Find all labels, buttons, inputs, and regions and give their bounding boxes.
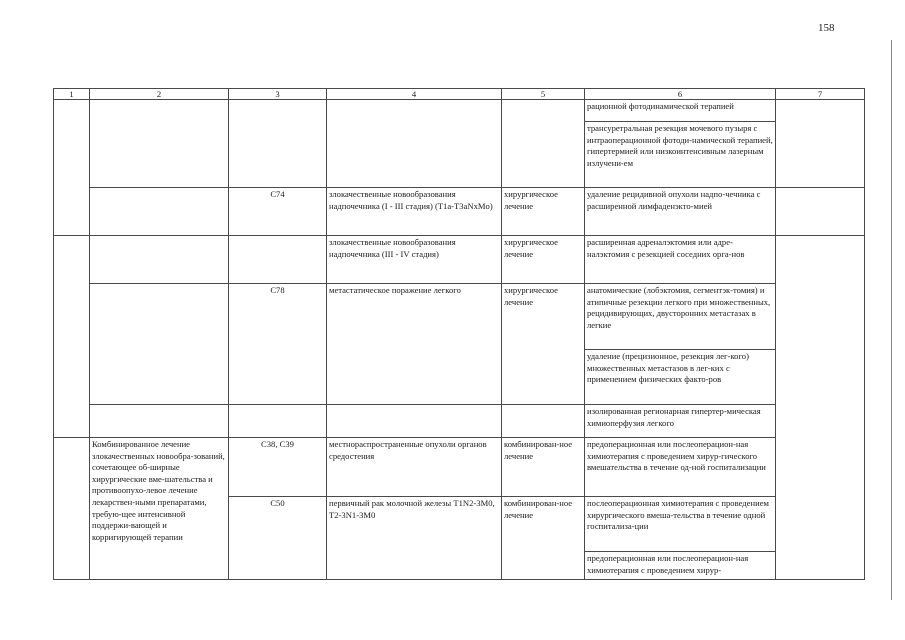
- cell-method: предоперационная или послеоперацион-ная химиотерапия с проведением хирур-гического вмешательства в течение од-ной госпитализации: [585, 438, 776, 497]
- cell-col2: [90, 188, 229, 236]
- scan-edge-line: [891, 40, 892, 600]
- cell-treatment: комбинирован-ное лечение: [502, 438, 585, 497]
- header-cell: 7: [776, 89, 865, 100]
- header-cell: 5: [502, 89, 585, 100]
- cell-diagnosis: местнораспространенные опухоли органов средостения: [327, 438, 502, 497]
- cell-method: изолированная регионарная гипертер-мическая химиоперфузия легкого: [585, 405, 776, 438]
- cell-diagnosis: первичный рак молочной железы T1N2-3M0, T2-3N1-3M0: [327, 497, 502, 580]
- cell-col7: [776, 188, 865, 236]
- cell-col1: [54, 100, 90, 236]
- cell-col2: [90, 284, 229, 405]
- cell-treatment: комбинирован-ное лечение: [502, 497, 585, 580]
- cell-treatment: [502, 405, 585, 438]
- cell-method: послеоперационная химиотерапия с проведением хирургического вмеша-тельства в течение одной госпитализа-ции: [585, 497, 776, 552]
- cell-diagnosis: [327, 405, 502, 438]
- table-row: [54, 100, 865, 122]
- cell-code: [229, 100, 327, 188]
- cell-col7: [776, 236, 865, 580]
- cell-col1: [54, 236, 90, 438]
- table-row: [54, 188, 865, 236]
- cell-method: расширенная адреналэктомия или адре-налэктомия с резекцией соседних орга-нов: [585, 236, 776, 284]
- cell-treatment: хирургическое лечение: [502, 236, 585, 284]
- header-cell: 4: [327, 89, 502, 100]
- cell-method: удаление рецидивной опухоли надпо-чечника с расширенной лимфаденэкто-мией: [585, 188, 776, 236]
- cell-method: рационной фотодинамической терапией: [585, 100, 776, 122]
- cell-code: С78: [229, 284, 327, 405]
- cell-code: С50: [229, 497, 327, 580]
- table-row: [54, 438, 865, 497]
- header-cell: 2: [90, 89, 229, 100]
- cell-col2: [90, 236, 229, 284]
- cell-method: удаление (прецизионное, резекция лег-кого) множественных метастазов в лег-ких с применением физических факто-ров: [585, 350, 776, 405]
- table-row: [54, 284, 865, 350]
- cell-treatment: хирургическое лечение: [502, 188, 585, 236]
- cell-col1: [54, 438, 90, 580]
- cell-col7: [776, 100, 865, 188]
- page-number: 158: [818, 22, 835, 34]
- header-cell: 3: [229, 89, 327, 100]
- table-row: [54, 405, 865, 438]
- cell-diagnosis: злокачественные новообразования надпочечника (III - IV стадия): [327, 236, 502, 284]
- cell-code: [229, 405, 327, 438]
- cell-diagnosis: [327, 100, 502, 188]
- table-row: [54, 236, 865, 284]
- table-header-row: [54, 89, 865, 100]
- cell-code: С74: [229, 188, 327, 236]
- cell-method: предоперационная или послеоперацион-ная химиотерапия с проведением хирур-: [585, 552, 776, 580]
- cell-col2: [90, 405, 229, 438]
- header-cell: 6: [585, 89, 776, 100]
- cell-code: [229, 236, 327, 284]
- cell-treatment: хирургическое лечение: [502, 284, 585, 405]
- header-cell: 1: [54, 89, 90, 100]
- cell-treatment: [502, 100, 585, 188]
- cell-service-group: Комбинированное лечение злокачественных новообра-зований, сочетающее об-ширные хирургические вме-шательства и противоопухо-левое лечение лекарствен-ными препаратами, требую-щее интенсивной поддержи-вающей и корригирующей терапии: [90, 438, 229, 580]
- cell-diagnosis: злокачественные новообразования надпочечника (I - III стадия) (T1a-T3aNxMo): [327, 188, 502, 236]
- cell-code: С38, С39: [229, 438, 327, 497]
- cell-method: анатомические (лобэктомия, сегментэк-томия) и атипичные резекции легкого при множественных, рецидивирующих, двусторонних метастазах в легкие: [585, 284, 776, 350]
- cell-method: трансуретральная резекция мочевого пузыря с интраоперационной фотоди-намической терапией, гипертермией или низкоинтенсивным лазерным излучени-ем: [585, 122, 776, 188]
- services-table: [53, 88, 865, 580]
- cell-col2: [90, 100, 229, 188]
- cell-diagnosis: метастатическое поражение легкого: [327, 284, 502, 405]
